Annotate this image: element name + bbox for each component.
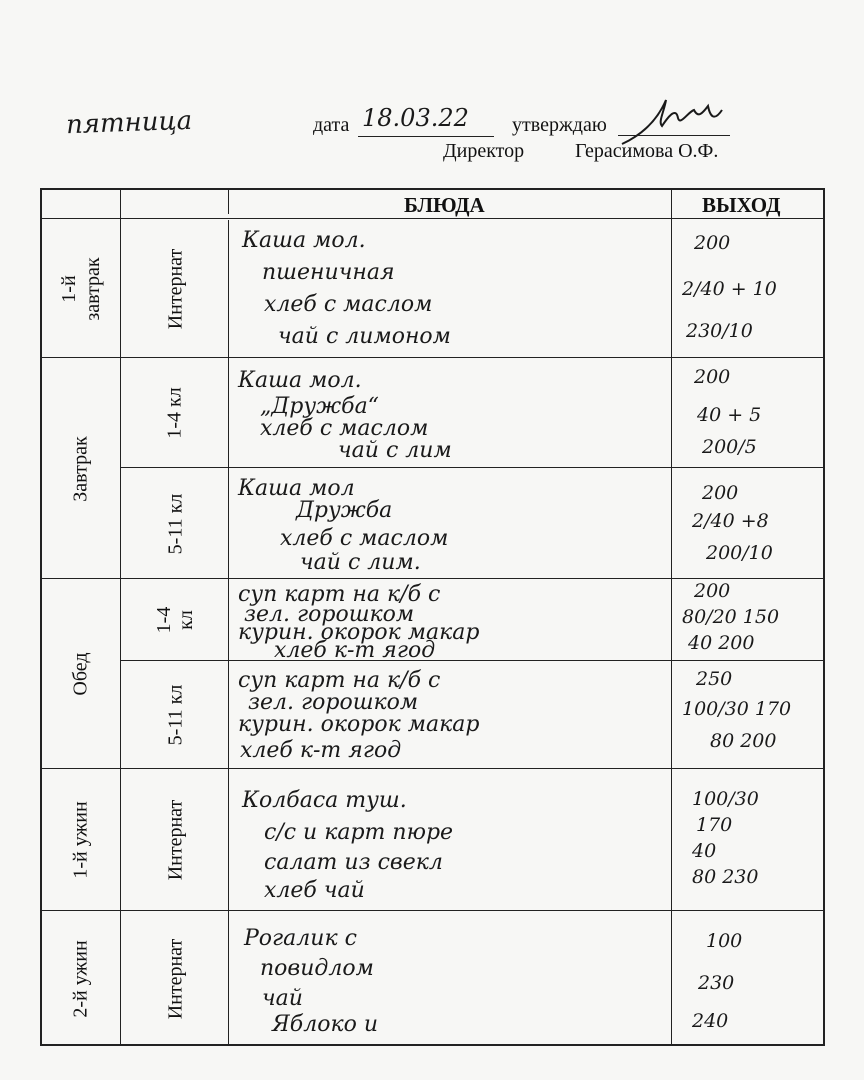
approve-label: утверждаю xyxy=(512,114,607,136)
dish-line: хлеб к-т ягод xyxy=(274,638,436,663)
output-value: 80 230 xyxy=(692,866,759,888)
meal-label: 2-й ужин xyxy=(69,940,92,1018)
weekday-handwritten: пятница xyxy=(65,105,193,141)
output-value: 40 200 xyxy=(688,632,755,654)
dish-line: Каша мол. xyxy=(242,228,366,253)
dish-line: пшеничная xyxy=(262,260,395,285)
dish-line: Колбаса туш. xyxy=(242,788,407,813)
output-value: 230 xyxy=(698,972,735,994)
column-header-output: ВЫХОД xyxy=(702,193,781,217)
date-underline xyxy=(358,136,494,137)
dish-line: с/с и карт пюре xyxy=(264,820,454,845)
dish-line: Каша мол. xyxy=(238,368,362,393)
dish-line: хлеб с маслом xyxy=(280,526,449,551)
grid-vline xyxy=(228,190,229,214)
grid-vline xyxy=(228,220,229,1044)
signature-underline xyxy=(618,135,730,136)
dish-line: чай с лим. xyxy=(300,550,421,575)
group-label: 1-4 кл xyxy=(163,387,186,439)
grid-hline xyxy=(42,578,823,579)
dish-line: чай xyxy=(262,986,303,1011)
date-label: дата xyxy=(313,114,350,136)
group-label: Интернат xyxy=(163,248,186,329)
output-value: 200/10 xyxy=(706,542,773,564)
dish-line: суп карт на к/б с xyxy=(238,582,441,607)
dish-line: курин. окорок макар xyxy=(238,620,480,645)
dish-line: повидлом xyxy=(260,956,374,981)
dish-line: чай с лим xyxy=(338,438,452,463)
meal-label: Обед xyxy=(70,652,92,696)
output-value: 200/5 xyxy=(702,436,757,458)
output-value: 40 xyxy=(692,840,717,862)
dish-line: хлеб с маслом xyxy=(260,416,429,441)
output-value: 100/30 xyxy=(692,788,759,810)
group-label: 5-11 кл xyxy=(164,493,186,554)
grid-hline xyxy=(120,467,823,468)
group-label: Интернат xyxy=(163,799,186,881)
date-value: 18.03.22 xyxy=(362,104,469,132)
dish-line: салат из свекл xyxy=(264,850,443,875)
dish-line: зел. горошком xyxy=(248,690,419,715)
output-value: 200 xyxy=(702,482,739,504)
output-value: 170 xyxy=(696,814,733,836)
group-label: 1-4 кл xyxy=(153,606,197,634)
output-value: 230/10 xyxy=(686,320,753,342)
group-label: 5-11 кл xyxy=(164,684,186,746)
grid-vline xyxy=(671,190,672,1044)
dish-line: суп карт на к/б с xyxy=(238,668,441,693)
output-value: 80/20 150 xyxy=(682,606,780,628)
dish-line: Яблоко и xyxy=(272,1012,378,1037)
grid-hline xyxy=(42,910,823,911)
group-label: Интернат xyxy=(163,938,186,1020)
output-value: 2/40 +8 xyxy=(692,510,769,532)
output-value: 200 xyxy=(694,366,731,388)
director-label: Директор xyxy=(443,140,525,162)
grid-hline xyxy=(42,768,823,769)
output-value: 200 xyxy=(694,232,731,254)
dish-line: Дружба xyxy=(296,498,393,523)
dish-line: хлеб чай xyxy=(264,878,365,903)
output-value: 240 xyxy=(692,1010,729,1032)
output-value: 80 200 xyxy=(710,730,777,752)
output-value: 200 xyxy=(694,580,731,602)
column-header-dishes: БЛЮДА xyxy=(404,193,485,217)
grid-hline xyxy=(42,357,823,358)
meal-label: 1-й завтрак xyxy=(58,256,104,321)
output-value: 100 xyxy=(706,930,743,952)
output-value: 2/40 + 10 xyxy=(682,278,777,300)
grid-hline xyxy=(42,218,823,219)
dish-line: курин. окорок макар xyxy=(238,712,480,737)
dish-line: Рогалик с xyxy=(244,926,357,951)
menu-table xyxy=(40,188,825,1046)
grid-vline xyxy=(120,190,121,1044)
meal-label: 1-й ужин xyxy=(69,801,92,879)
dish-line: хлеб к-т ягод xyxy=(240,738,402,763)
output-value: 100/30 170 xyxy=(682,698,792,720)
meal-label: Завтрак xyxy=(69,435,92,502)
grid-hline xyxy=(120,660,823,661)
dish-line: Каша мол xyxy=(238,476,355,501)
output-value: 250 xyxy=(696,668,733,690)
dish-line: хлеб с маслом xyxy=(264,292,433,317)
director-name: Герасимова О.Ф. xyxy=(575,140,719,162)
dish-line: чай с лимоном xyxy=(278,324,451,349)
output-value: 40 + 5 xyxy=(697,404,762,426)
dish-line: „Дружба“ xyxy=(260,394,379,419)
dish-line: зел. горошком xyxy=(244,602,415,627)
